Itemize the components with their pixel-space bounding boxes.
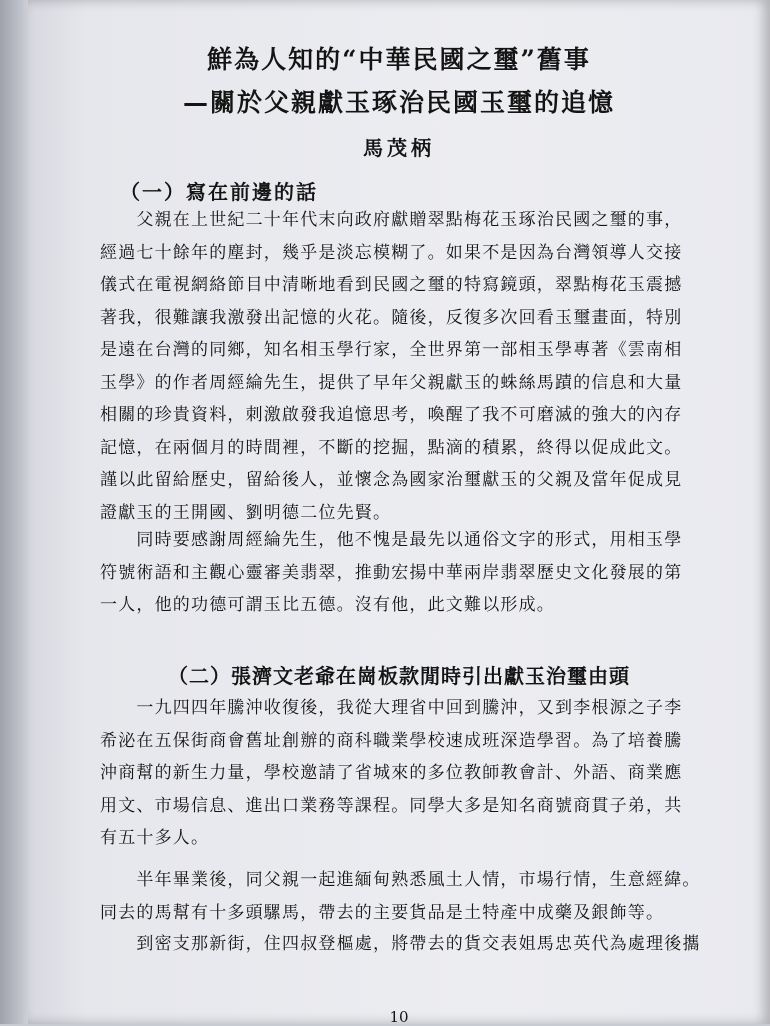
text-line: 用文、市場信息、進出口業務等課程。同學大多是知名商號商貫子弟，共 [100, 795, 683, 816]
page-number: 10 [389, 1008, 409, 1026]
text-line: 同去的馬幫有十多頭騾馬，帶去的主要貨品是土特產中成藥及銀飾等。 [100, 902, 665, 923]
text-line: 是遠在台灣的同鄉，知名相玉學行家，全世界第一部相玉學專著《雲南相 [100, 340, 683, 360]
text-line: 同時要感謝周經綸先生，他不愧是最先以通俗文字的形式，用相玉學 [100, 530, 683, 550]
text-line: 希泌在五保街商會舊址創辦的商科職業學校速成班深造學習。為了培養騰 [100, 730, 683, 751]
book-spine-shadow [0, 0, 28, 1024]
text-line: 到密支那新街，住四叔登樞處，將帶去的貨交表姐馬忠英代為處理後攜 [100, 934, 701, 954]
text-line: 經過七十餘年的塵封，幾乎是淡忘模糊了。如果不是因為台灣領導人交接 [100, 242, 683, 263]
text-line: 相關的珍貴資料，刺激啟發我追憶思考，喚醒了我不可磨滅的強大的內存 [100, 405, 683, 425]
paragraph [100, 524, 712, 622]
text-line: 著我，很難讓我激發出記憶的火花。隨後，反復多次回看玉璽畫面，特別 [100, 307, 683, 328]
text-line: 一人，他的功德可謂玉比五德。沒有他，此文難以形成。 [100, 595, 555, 615]
text-line: 謹以此留給歷史，留給後人，並懷念為國家治璽獻玉的父親及當年促成見 [100, 470, 683, 490]
paragraph [100, 928, 712, 961]
text-line: 有五十多人。 [100, 828, 210, 848]
text-line: 儀式在電視網絡節目中清晰地看到民國之璽的特寫鏡頭，翠點梅花玉震撼 [100, 275, 683, 295]
document-page [28, 0, 770, 1024]
paragraph [100, 864, 712, 929]
section-heading-1: （一）寫在前邊的話 [120, 180, 318, 204]
text-line: 玉學》的作者周經綸先生，提供了早年父親獻玉的蛛絲馬蹟的信息和大量 [100, 372, 683, 393]
text-line: 半年畢業後，同父親一起進緬甸熟悉風土人情，市場行情，生意經緯。 [100, 870, 701, 890]
author-name: 馬茂柄 [363, 136, 435, 160]
text-line: 記憶，在兩個月的時間裡，不斷的挖掘，點滴的積累，終得以促成此文。 [100, 437, 683, 458]
text-line: 符號術語和主觀心靈審美翡翠，推動宏揚中華兩岸翡翠歷史文化發展的第 [100, 562, 683, 583]
text-line: 父親在上世紀二十年代末向政府獻贈翠點梅花玉琢治民國之璽的事， [100, 210, 683, 230]
page-subtitle: —關於父親獻玉琢治民國玉璽的追憶 [182, 88, 615, 117]
text-line: 證獻玉的王開國、劉明德二位先賢。 [100, 502, 392, 523]
page-title: 鮮為人知的“中華民國之璽”舊事 [207, 45, 591, 74]
paragraph [100, 692, 712, 855]
paragraph [100, 204, 712, 529]
text-line: 沖商幫的新生力量，學校邀請了省城來的多位教師教會計、外語、商業應 [100, 763, 683, 783]
section-heading-2: （二）張濟文老爺在崗板款閒時引出獻玉治璽由頭 [168, 664, 630, 688]
text-line: 一九四四年騰沖收復後，我從大理省中回到騰沖，又到李根源之子李 [100, 698, 683, 718]
